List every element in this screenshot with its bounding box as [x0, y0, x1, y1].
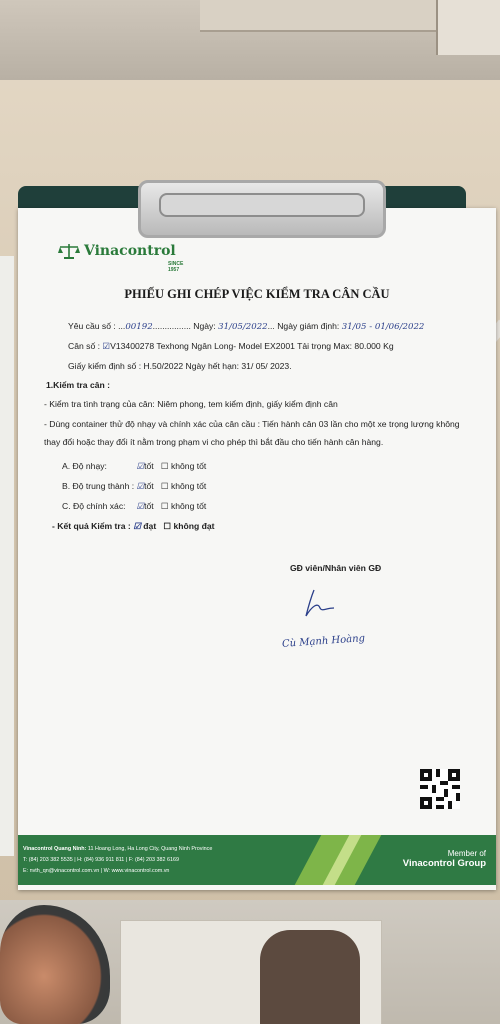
- check-yes: tốt: [144, 481, 154, 491]
- unchecked-box-icon: ☐: [160, 461, 169, 471]
- unchecked-box-icon: ☐: [160, 481, 169, 491]
- form-footer: [18, 835, 496, 885]
- para-condition: - Kiểm tra tình trạng của cân: Niêm phong, tem kiểm định, giấy kiểm định cân: [44, 399, 338, 409]
- check-label: A. Độ nhạy:: [62, 461, 107, 471]
- side-paper: [0, 256, 14, 856]
- check-label: B. Độ trung thành :: [62, 481, 135, 491]
- request-line: [68, 321, 424, 332]
- checked-box-icon: ☑: [136, 462, 145, 472]
- result-row: [52, 521, 215, 532]
- check-label: C. Độ chính xác:: [62, 501, 126, 511]
- scale-logo-icon: [58, 242, 80, 260]
- check-yes: tốt: [144, 461, 154, 471]
- clip-lever: [159, 193, 365, 217]
- unchecked-box-icon: ☐: [163, 521, 172, 531]
- footer-office: Vinacontrol Quang Ninh:: [23, 846, 87, 852]
- check-no: không tốt: [170, 481, 207, 491]
- person-leg: [260, 930, 360, 1024]
- check-row-fidelity: [62, 481, 206, 492]
- logo-text: Vinacontrol: [84, 243, 176, 259]
- form-title: PHIẾU GHI CHÉP VIỆC KIỂM TRA CÂN CẦU: [124, 287, 390, 301]
- member-group: Vinacontrol Group: [402, 858, 486, 869]
- request-dots: ................: [152, 321, 191, 331]
- checked-box-icon: ☑: [133, 522, 141, 532]
- request-label: Yêu cầu số : ...: [68, 321, 126, 331]
- result-label: - Kết quả Kiểm tra :: [52, 521, 131, 531]
- signature-mark: [300, 586, 350, 620]
- result-no: không đạt: [173, 521, 215, 531]
- footer-address-text: 11 Hoang Long, Ha Long City, Quang Ninh Province: [86, 846, 213, 852]
- unchecked-box-icon: ☐: [160, 501, 169, 511]
- member-of: Member of: [447, 849, 486, 858]
- qr-code-icon: [420, 769, 460, 809]
- checked-box-icon: ☑: [136, 502, 145, 512]
- signer-name-handwritten: Cù Mạnh Hoàng: [281, 633, 366, 650]
- background-box: [200, 0, 440, 32]
- vinacontrol-logo: [58, 242, 184, 273]
- check-no: không tốt: [170, 501, 207, 511]
- date-label: Ngày:: [193, 321, 216, 331]
- inspection-form: [18, 208, 496, 890]
- member-block: [403, 849, 486, 869]
- section-heading: 1.Kiểm tra cân :: [46, 380, 110, 390]
- footer-address: [23, 846, 212, 852]
- date-value: 31/05/2022: [218, 322, 268, 332]
- inspect-date-value: 31/05 - 01/06/2022: [341, 322, 425, 332]
- date-dots: ...: [267, 321, 275, 331]
- checkmark-icon: ☑: [102, 342, 111, 352]
- clipboard-clip: [138, 180, 386, 238]
- footer-phones: T: (84) 203 382 5535 | H: (84) 936 911 811 | F: (84) 203 382 6169: [23, 857, 180, 863]
- para-procedure-1: - Dùng container thử độ nhạy và chính xác của cân cầu : Tiến hành cân 03 lần cho một xe trọng lượng không: [44, 419, 460, 429]
- check-row-accuracy: [62, 501, 206, 512]
- scale-label: Cân số :: [68, 341, 101, 351]
- request-value: 00192: [125, 322, 153, 332]
- check-no: không tốt: [170, 461, 207, 471]
- background-box-right: [436, 0, 500, 55]
- para-procedure-2: thay đổi hoặc thay đổi ít nằm trong phạm vi cho phép thì bắt đầu cho tiến hành cân hàng.: [44, 437, 384, 447]
- signer-title: GĐ viên/Nhân viên GĐ: [290, 563, 382, 573]
- inspect-date-label: Ngày giám định:: [277, 321, 340, 331]
- logo-since: SINCE 1957: [168, 261, 184, 273]
- check-row-sensitivity: [62, 461, 206, 472]
- check-yes: tốt: [144, 501, 154, 511]
- cert-line: Giấy kiểm định số : H.50/2022 Ngày hết hạn: 31/ 05/ 2023.: [68, 361, 292, 371]
- scale-line: [68, 341, 394, 352]
- scale-value: V13400278 Texhong Ngân Long- Model EX2001 Tải trọng Max: 80.000 Kg: [110, 341, 394, 351]
- footer-contacts: E: nvth_qn@vinacontrol.com.vn | W: www.vinacontrol.com.vn: [23, 868, 170, 874]
- checked-box-icon: ☑: [136, 482, 145, 492]
- result-yes: đạt: [143, 521, 157, 531]
